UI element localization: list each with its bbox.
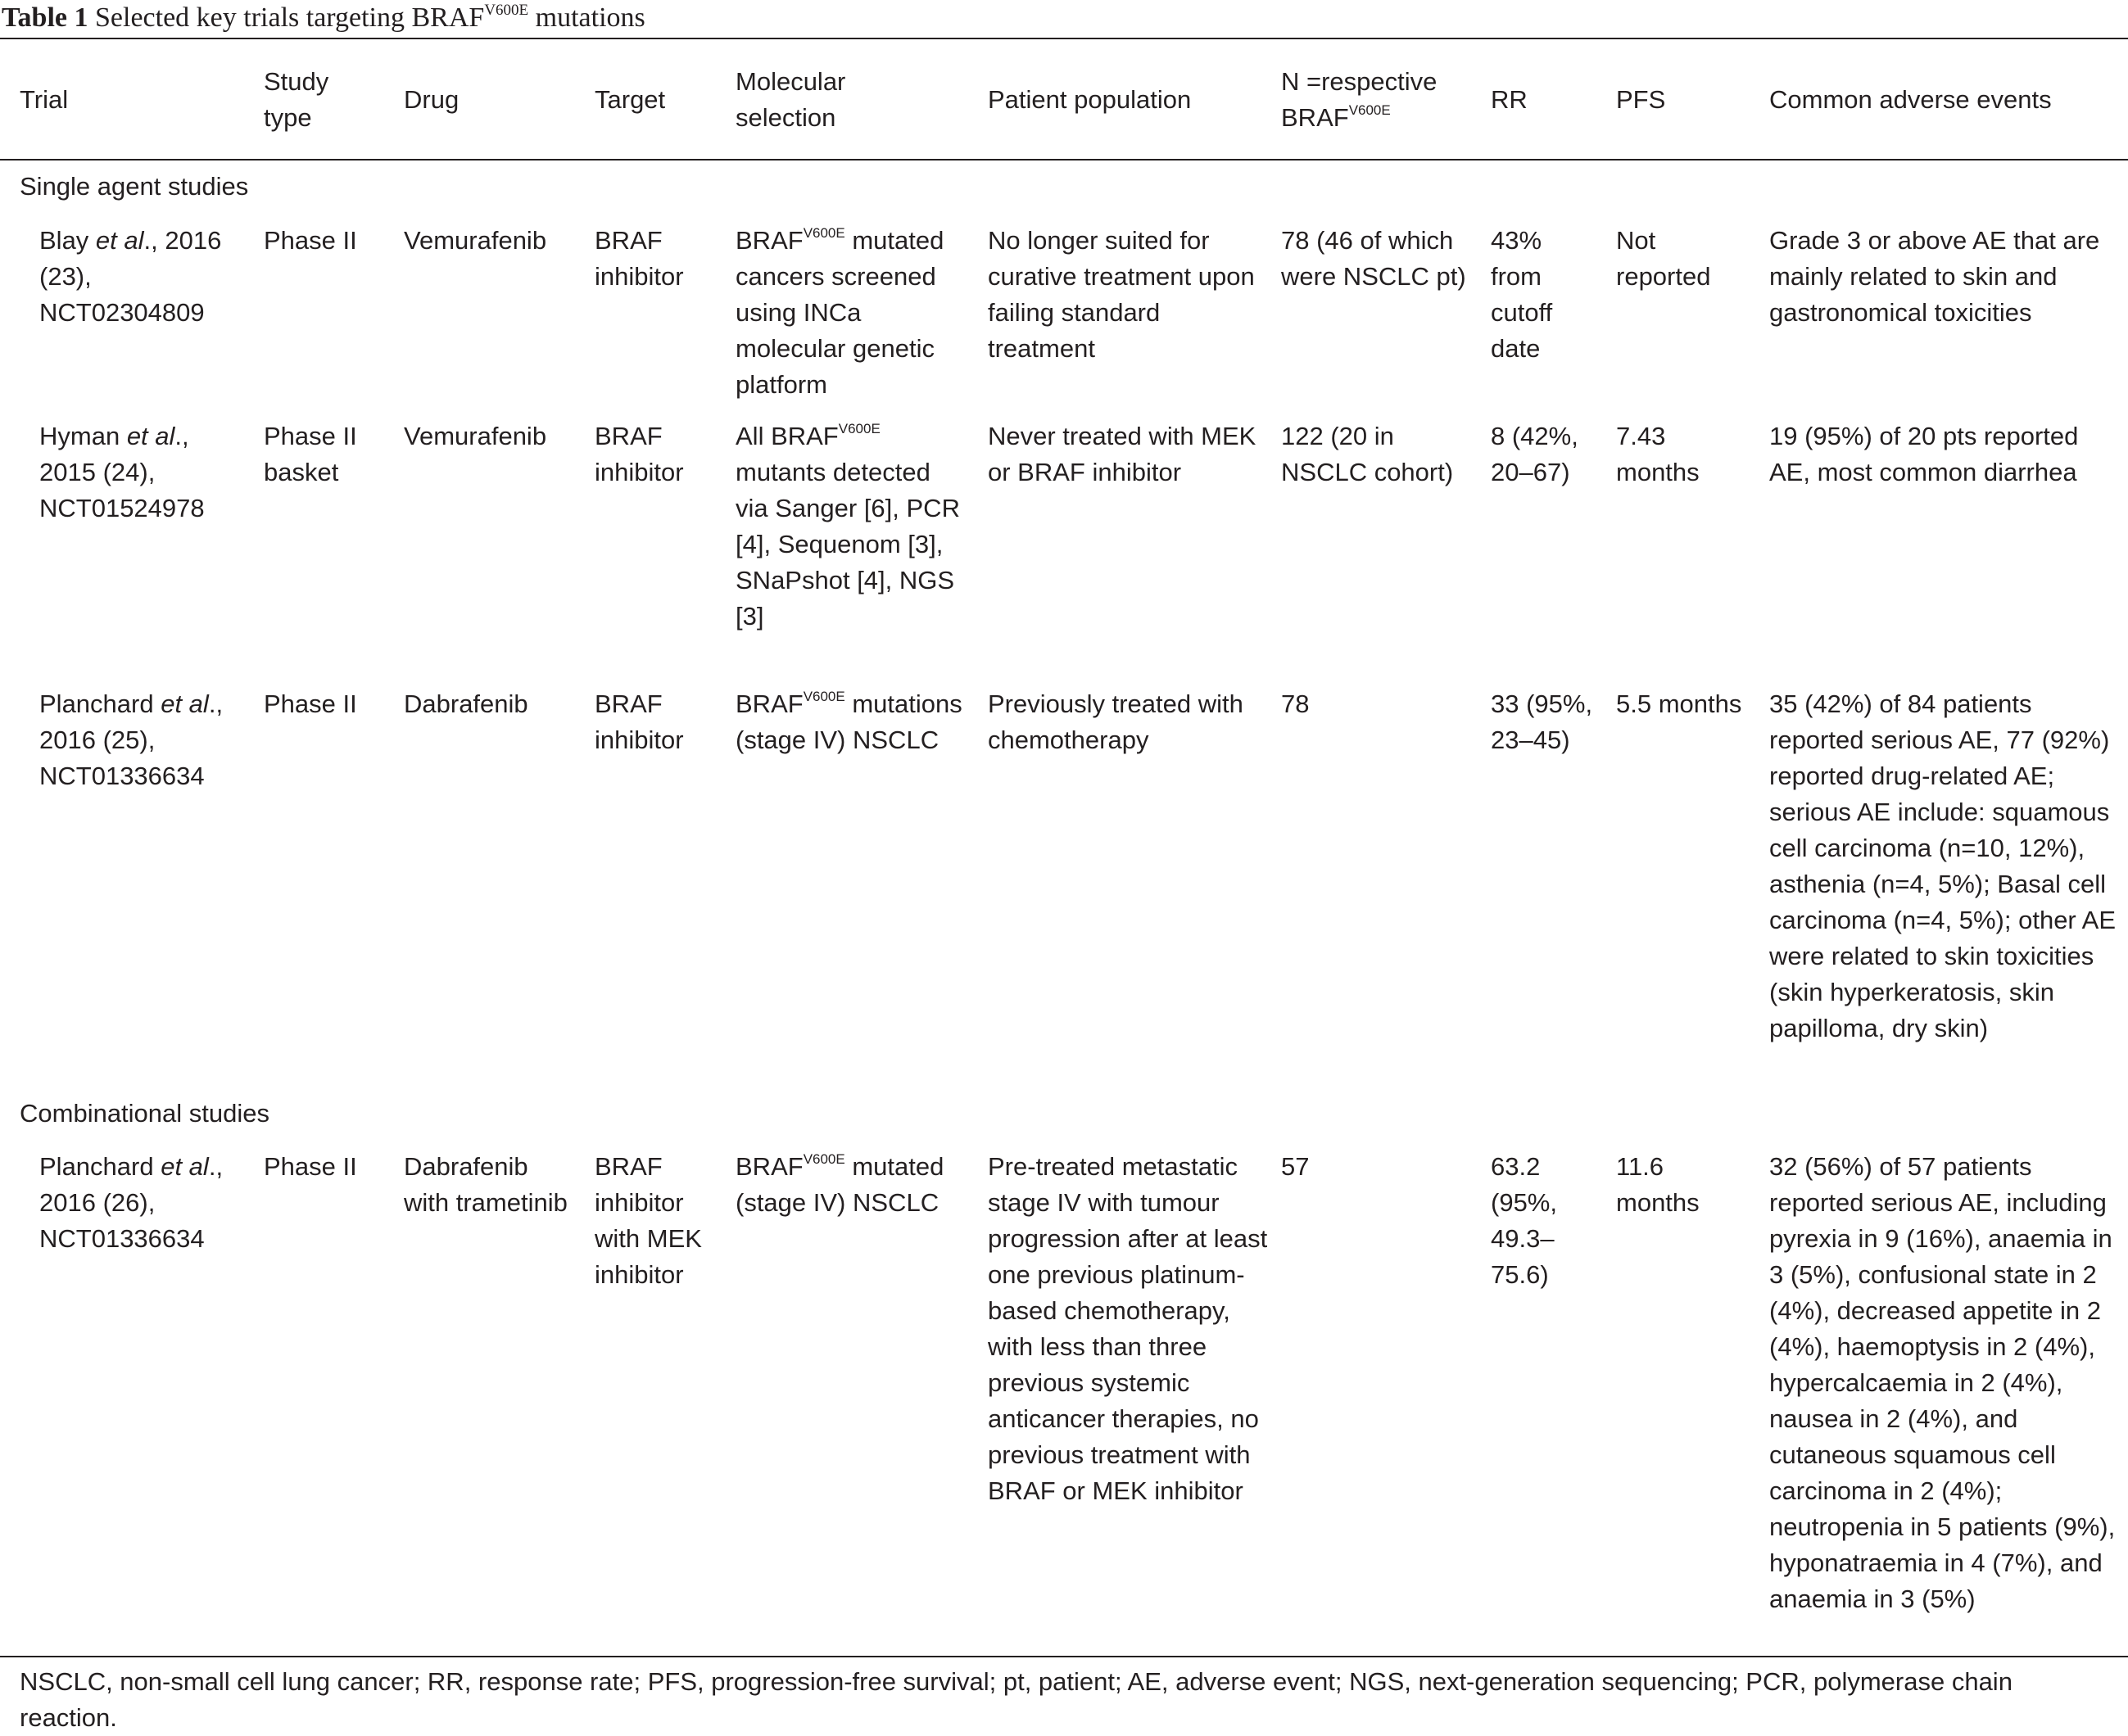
cell-target: BRAF inhibitor: [595, 422, 684, 486]
section-single-agent: Single agent studies: [20, 172, 249, 201]
header-molecular-line1: Molecular: [736, 67, 846, 96]
header-rr: RR: [1491, 85, 1528, 114]
cell-molecular: $BRAF^{V600E}$ mutated cancers screened using INCa molecular genetic platform: [736, 225, 944, 399]
top-rule: [0, 38, 2128, 39]
header-molecular-line2: selection: [736, 103, 836, 132]
header-study-type-line2: type: [264, 103, 312, 132]
cell-pfs: 11.6 months: [1616, 1152, 1700, 1217]
cell-pfs: Not reported: [1616, 226, 1711, 291]
cell-drug: Dabrafenib: [404, 689, 528, 718]
header-target: Target: [595, 85, 666, 114]
cell-n: 78 (46 of which were NSCLC pt): [1281, 226, 1466, 291]
header-study-type: [264, 64, 395, 136]
table-footnote: NSCLC, non-small cell lung cancer; RR, response rate; PFS, progression-free survival; pt, patient; AE, adverse event; NGS, next-generation sequencing; PCR, polymerase chain reaction.: [20, 1667, 2013, 1732]
header-n: [1281, 64, 1486, 136]
cell-adverse-events: 19 (95%) of 20 pts reported AE, most common diarrhea: [1769, 422, 2079, 486]
cell-study-type: Phase II basket: [264, 422, 357, 486]
cell-drug: Vemurafenib: [404, 226, 547, 255]
header-molecular-selection: [736, 64, 973, 136]
cell-molecular: $BRAF^{V600E}$ mutations (stage IV) NSCLC: [736, 689, 962, 754]
cell-trial: Planchard et al., 2016 (25), NCT01336634: [39, 689, 224, 790]
cell-rr: 63.2 (95%, 49.3–75.6): [1491, 1152, 1557, 1289]
header-rule: [0, 159, 2128, 160]
header-pfs: PFS: [1616, 85, 1666, 114]
bottom-rule: [0, 1656, 2128, 1657]
cell-rr: 33 (95%, 23–45): [1491, 689, 1593, 754]
cell-molecular: All $BRAF^{V600E}$ mutants detected via Sanger [6], PCR [4], Sequenom [3], SNaPshot [4], NGS [3]: [736, 421, 960, 631]
header-n-line1: N =respective: [1281, 67, 1438, 96]
cell-trial: Planchard et al., 2016 (26), NCT01336634: [39, 1152, 224, 1253]
section-combinational: Combinational studies: [20, 1099, 270, 1128]
header-n-superscript: V600E: [1348, 102, 1391, 118]
cell-adverse-events: 32 (56%) of 57 patients reported serious AE, including pyrexia in 9 (16%), anaemia in 3 (5%), confusional state in 2 (4%), decreased appetite in 2 (4%), haemoptysis in 2 (4%), hypercalcaemia in 2 (4%), nausea in 2 (4%), and cutaneous squamous cell carcinoma in 2 (4%); neutropenia in 5 patients (9%), hyponatraemia in 4 (7%), and anaemia in 3 (5%): [1769, 1152, 2116, 1613]
cell-adverse-events: 35 (42%) of 84 patients reported serious AE, 77 (92%) reported drug-related AE; serious AE include: squamous cell carcinoma (n=10, 12%), asthenia (n=4, 5%); Basal cell carcinoma (n=4, 5%); other AE were related to skin toxicities (skin hyperkeratosis, skin papilloma, dry skin): [1769, 689, 2117, 1042]
cell-n: 78: [1281, 689, 1310, 718]
header-patient-population: Patient population: [988, 85, 1192, 114]
cell-study-type: Phase II: [264, 1152, 357, 1181]
cell-rr: 43% from cutoff date: [1491, 226, 1553, 363]
cell-rr: 8 (42%, 20–67): [1491, 422, 1578, 486]
header-n-base: BRAF: [1281, 103, 1349, 132]
cell-molecular: $BRAF^{V600E}$ mutated (stage IV) NSCLC: [736, 1151, 944, 1217]
table-caption: [2, 2, 645, 34]
caption-text: Selected key trials targeting BRAF: [95, 2, 485, 33]
caption-superscript: V600E: [484, 2, 529, 19]
caption-suffix: mutations: [535, 2, 645, 33]
cell-trial: Blay et al., 2016 (23), NCT02304809: [39, 226, 222, 327]
cell-target: BRAF inhibitor with MEK inhibitor: [595, 1152, 702, 1289]
header-adverse-events: Common adverse events: [1769, 85, 2052, 114]
cell-n: 122 (20 in NSCLC cohort): [1281, 422, 1454, 486]
cell-n: 57: [1281, 1152, 1310, 1181]
cell-population: Never treated with MEK or BRAF inhibitor: [988, 422, 1256, 486]
cell-study-type: Phase II: [264, 226, 357, 255]
caption-label: Table 1: [2, 2, 88, 33]
header-trial: Trial: [20, 85, 69, 114]
header-n-line2: [1281, 100, 1486, 136]
cell-study-type: Phase II: [264, 689, 357, 718]
cell-pfs: 5.5 months: [1616, 689, 1742, 718]
cell-adverse-events: Grade 3 or above AE that are mainly related to skin and gastronomical toxicities: [1769, 226, 2100, 327]
cell-population: No longer suited for curative treatment upon failing standard treatment: [988, 226, 1255, 363]
header-drug: Drug: [404, 85, 460, 114]
cell-population: Pre-treated metastatic stage IV with tumour progression after at least one previous platinum-based chemotherapy, with less than three previous systemic anticancer therapies, no previous treatment with BRAF or MEK inhibitor: [988, 1152, 1268, 1505]
cell-population: Previously treated with chemotherapy: [988, 689, 1243, 754]
cell-target: BRAF inhibitor: [595, 226, 684, 291]
cell-pfs: 7.43 months: [1616, 422, 1700, 486]
cell-drug: Vemurafenib: [404, 422, 547, 450]
cell-drug: Dabrafenib with trametinib: [404, 1152, 568, 1217]
cell-target: BRAF inhibitor: [595, 689, 684, 754]
cell-trial: Hyman et al., 2015 (24), NCT01524978: [39, 422, 205, 522]
header-study-type-line1: Study: [264, 67, 329, 96]
